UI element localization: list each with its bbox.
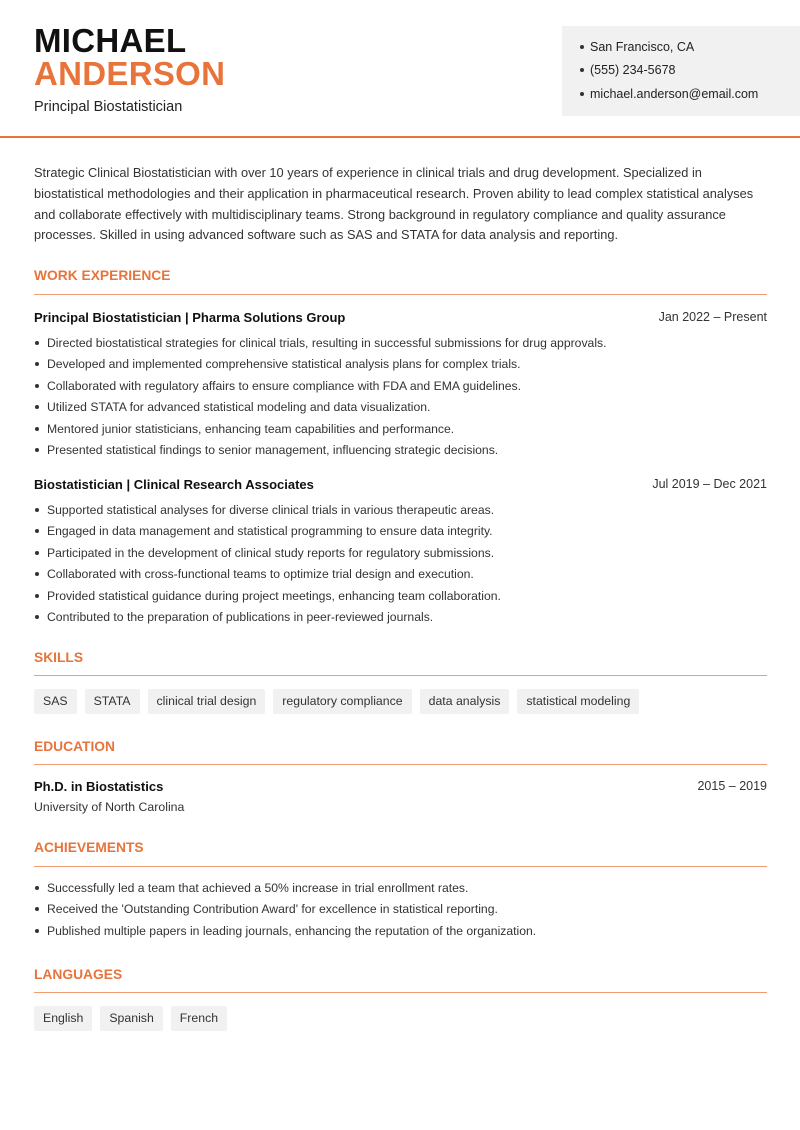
list-item: Collaborated with cross-functional teams to optimize trial design and execution. [34,567,767,588]
list-item: Developed and implemented comprehensive statistical analysis plans for complex trials. [34,357,767,378]
list-item: Participated in the development of clinical study reports for regulatory submissions. [34,546,767,567]
achievements-list [34,881,767,945]
list-item: Provided statistical guidance during project meetings, enhancing team collaboration. [34,589,767,610]
list-item: Utilized STATA for advanced statistical modeling and data visualization. [34,400,767,421]
section-title-achievements: ACHIEVEMENTS [34,840,144,855]
section-divider [34,764,767,765]
education-dates: 2015 – 2019 [697,779,767,793]
list-item: Supported statistical analyses for diverse clinical trials in various therapeutic areas. [34,503,767,524]
section-divider [34,866,767,867]
skills-list [34,689,639,714]
list-item: Directed biostatistical strategies for clinical trials, resulting in successful submissions for drug approvals. [34,336,767,357]
job-dates-1: Jan 2022 – Present [658,310,767,324]
bullet-icon [580,45,584,49]
location-text: San Francisco, CA [590,40,695,54]
skill-chip: regulatory compliance [273,689,411,714]
contact-email[interactable] [580,87,758,101]
education-school: University of North Carolina [34,800,185,814]
job-bullets-2 [34,503,767,631]
phone-text: (555) 234-5678 [590,63,676,77]
summary-paragraph: Strategic Clinical Biostatistician with over 10 years of experience in clinical trials and drug development. Specialized in biostatistical methodologies and their application in pharmaceutical research. Proven ability to lead complex statistical analyses and collaborate effectively with multidisciplinary teams. Strong background in regulatory compliance and quality assurance processes. Skilled in using advanced software such as SAS and STATA for data analysis and reporting. [34,165,754,243]
section-divider [34,992,767,993]
skill-chip: SAS [34,689,77,714]
last-name: ANDERSON [34,55,226,92]
list-item: Presented statistical findings to senior management, influencing strategic decisions. [34,443,767,464]
email-text[interactable]: michael.anderson@email.com [590,87,759,101]
list-item: Published multiple papers in leading journals, enhancing the reputation of the organization. [34,924,767,945]
job-title-1: Principal Biostatistician | Pharma Solutions Group [34,310,346,325]
contact-box [562,26,800,116]
section-title-work-experience: WORK EXPERIENCE [34,268,171,283]
language-chip: English [34,1006,92,1031]
contact-location [580,40,694,54]
list-item: Mentored junior statisticians, enhancing team capabilities and performance. [34,422,767,443]
contact-phone [580,63,675,77]
section-divider [34,675,767,676]
section-title-education: EDUCATION [34,739,115,754]
list-item: Received the 'Outstanding Contribution Award' for excellence in statistical reporting. [34,902,767,923]
job-title: Principal Biostatistician [34,99,183,115]
first-name: MICHAEL [34,22,187,59]
job-bullets-1 [34,336,767,464]
skill-chip: STATA [85,689,140,714]
languages-list [34,1006,227,1031]
skill-chip: data analysis [420,689,510,714]
language-chip: French [171,1006,227,1031]
skill-chip: statistical modeling [517,689,639,714]
section-title-skills: SKILLS [34,650,84,665]
section-divider [34,294,767,295]
list-item: Collaborated with regulatory affairs to ensure compliance with FDA and EMA guidelines. [34,379,767,400]
bullet-icon [580,92,584,96]
job-title-2: Biostatistician | Clinical Research Associates [34,477,314,492]
job-dates-2: Jul 2019 – Dec 2021 [652,477,767,491]
language-chip: Spanish [100,1006,162,1031]
list-item: Engaged in data management and statistical programming to ensure data integrity. [34,524,767,545]
list-item: Successfully led a team that achieved a 50% increase in trial enrollment rates. [34,881,767,902]
section-title-languages: LANGUAGES [34,967,123,982]
resume-header [0,0,800,138]
list-item: Contributed to the preparation of publications in peer-reviewed journals. [34,610,767,631]
education-degree: Ph.D. in Biostatistics [34,779,164,794]
bullet-icon [580,68,584,72]
skill-chip: clinical trial design [148,689,266,714]
